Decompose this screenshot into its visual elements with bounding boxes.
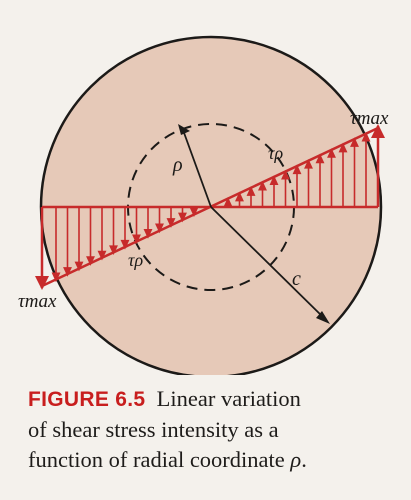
caption-line-1-text: Linear variation (156, 386, 301, 411)
caption-line-3-text: function of radial coordinate (28, 447, 285, 472)
caption-rho-symbol: ρ (290, 447, 302, 472)
caption-line-3-end: . (301, 447, 307, 472)
tau-max-bottom-label-text: τmax (18, 291, 57, 312)
tau-max-top-label (350, 108, 389, 129)
tau-max-bottom-label (18, 291, 57, 312)
tau-rho-top-label (268, 143, 283, 163)
rho-label (172, 154, 183, 176)
tau-rho-bottom-label (128, 250, 143, 270)
caption-line-1 (28, 384, 398, 415)
tau-max-top-label-text: τmax (350, 108, 389, 129)
caption-line-3 (28, 445, 398, 475)
caption-line-2: of shear stress intensity as a (28, 417, 279, 442)
rho-label-text: ρ (173, 154, 183, 176)
c-label (292, 268, 301, 290)
figure-number: FIGURE 6.5 (28, 388, 146, 411)
c-label-text: c (292, 268, 301, 290)
tau-rho-bottom-label-text: τρ (128, 250, 144, 270)
figure-caption (28, 384, 398, 475)
tau-rho-top-label-text: τρ (268, 143, 284, 163)
